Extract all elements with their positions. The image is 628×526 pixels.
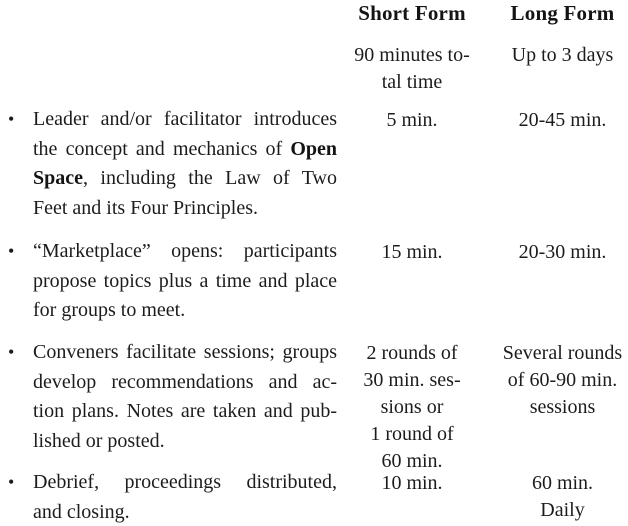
value-line: 2 rounds of [366, 342, 458, 364]
short-form-value-sessions [342, 340, 482, 475]
value-line: 15 min. [381, 241, 443, 263]
short-form-value-marketplace [342, 239, 482, 266]
description-line: for groups to meet. [33, 299, 186, 321]
total-time-short-line: 90 minutes to- [354, 44, 470, 66]
long-form-value-introduction [497, 107, 628, 134]
description-text: , including the Law of Two [83, 167, 337, 189]
description-line: and closing. [33, 500, 130, 523]
total-time-short-line: tal time [381, 71, 443, 93]
value-line: Several rounds [502, 342, 623, 364]
description-line [33, 164, 337, 194]
description-line: tion plans. Notes are taken and pub- [33, 400, 337, 422]
description-line: propose topics plus a time and place [33, 269, 337, 292]
description-line: “Marketplace” opens: participants [33, 240, 337, 262]
value-line: 20-30 min. [518, 241, 607, 263]
description-line: lished or posted. [33, 429, 165, 452]
step-description-sessions [8, 338, 337, 456]
value-line: of 60-90 min. [507, 369, 618, 391]
bullet-marker: • [8, 342, 15, 362]
emphasized-term: Open [290, 137, 337, 160]
short-form-value-introduction [342, 107, 482, 134]
long-form-value-debrief [497, 470, 628, 524]
total-time-short [342, 42, 482, 96]
value-line: 20-45 min. [518, 109, 607, 131]
value-line: 5 min. [386, 109, 438, 131]
value-line: 60 min. [381, 450, 443, 472]
long-form-value-marketplace [497, 239, 628, 266]
value-line: 30 min. ses- [363, 369, 461, 391]
value-line: sessions [529, 396, 596, 418]
bullet-marker: • [8, 472, 15, 492]
description-line: Leader and/or facilitator introduces [33, 108, 337, 130]
value-line: 1 round of [370, 423, 454, 445]
step-description-marketplace [8, 237, 337, 326]
bullet-marker: • [8, 109, 15, 129]
emphasized-term: Space [33, 167, 83, 189]
long-form-column-header: Long Form [510, 1, 615, 25]
value-line: 10 min. [381, 472, 443, 494]
total-time-long-line: Up to 3 days [511, 44, 614, 66]
total-time-long [497, 42, 628, 69]
step-description-debrief [8, 468, 337, 526]
short-form-value-debrief [342, 470, 482, 497]
description-line: Conveners facilitate sessions; groups [33, 341, 337, 363]
step-description-introduction [8, 105, 337, 223]
description-line [33, 135, 337, 165]
value-line: 60 min. [531, 472, 594, 494]
short-form-column-header: Short Form [358, 1, 466, 25]
value-line: sions or [380, 396, 444, 418]
value-line: Daily [540, 499, 585, 521]
description-line: develop recommendations and ac- [33, 370, 337, 393]
bullet-marker: • [8, 241, 15, 261]
long-form-value-sessions [497, 340, 628, 421]
description-text: the concept and mechanics of [33, 137, 291, 160]
description-line: Feet and its Four Principles. [33, 196, 258, 219]
description-line: Debrief, proceedings distributed, [33, 471, 337, 493]
